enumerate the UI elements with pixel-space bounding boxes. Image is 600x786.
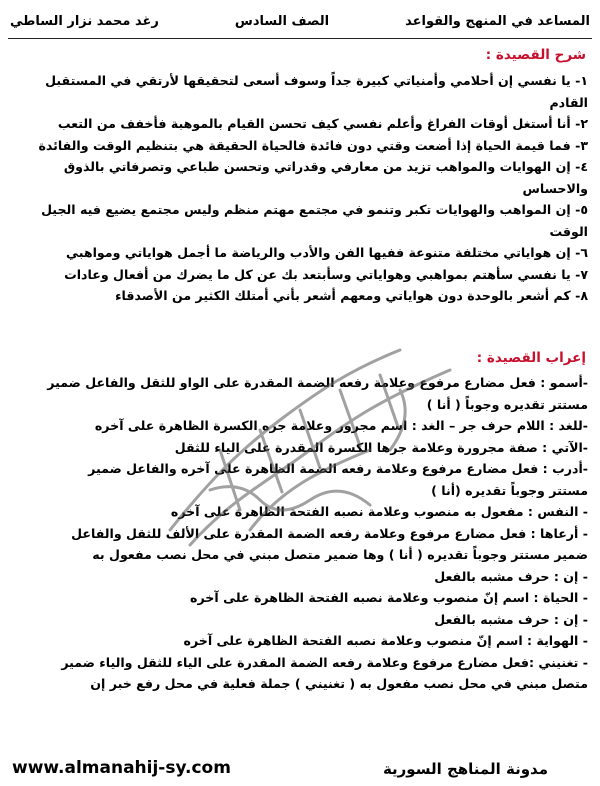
header-author: رغد محمد نزار الساطي <box>10 14 159 29</box>
signature-watermark-icon <box>150 330 470 570</box>
parsing-line: - تغنيني :فعل مضارع مرفوع وعلامة رفعه الضمة المقدرة على الياء للثقل والياء ضمير <box>61 654 588 670</box>
header-divider <box>8 38 592 39</box>
explanation-line: القادم <box>549 94 588 110</box>
parsing-line: -للغد : اللام حرف جر – الغد : اسم مجرور وعلامة جره الكسرة الظاهرة على آخره <box>94 418 588 433</box>
header-subject: المساعد في المنهج والقواعد <box>405 14 590 29</box>
parsing-line: مستتر تقديره وجوباً ( أنا ) <box>426 396 588 412</box>
page-footer <box>12 758 588 778</box>
blog-name: مدونة المناهج السورية <box>382 760 548 778</box>
explanation-line: الوقت <box>549 223 588 239</box>
page-header <box>10 14 590 29</box>
explanation-line: والاحساس <box>522 180 588 196</box>
explanation-line: ١- يا نفسي إن أحلامي وأمنياتي كبيرة جداً وسوف أسعى لتحقيقها لأرتقي في المستقبل <box>45 73 588 88</box>
parsing-line: متصل مبني في محل نصب مفعول به ( تغنيني ) جملة فعلية في محل رفع خبر إن <box>90 676 588 691</box>
explanation-title: شرح القصيدة : <box>485 47 586 63</box>
explanation-lines <box>10 70 588 307</box>
parsing-line: - الحياة : اسم إنّ منصوب وعلامة نصبه الفتحة الظاهرة على آخره <box>190 590 588 605</box>
parsing-line: -أدرب : فعل مضارع مرفوع وعلامة رفعه الضمة الظاهرة على آخره والفاعل ضمير <box>88 461 588 476</box>
website-link[interactable]: www.almanahij-sy.com <box>12 758 231 778</box>
explanation-line: ٨- كم أشعر بالوحدة دون هواياتي ومعهم أشعر بأني أمتلك الكثير من الأصدقاء <box>115 288 588 303</box>
explanation-line: ٥- إن المواهب والهوايات تكبر وتنمو في مجتمع مهتم منظم وليس مجتمع يضيع فيه الجيل <box>41 202 588 217</box>
parsing-line: - أرعاها : فعل مضارع مرفوع وعلامة رفعه الضمة المقدرة على الألف للثقل والفاعل <box>71 525 588 541</box>
parsing-line: مستتر وجوباً تقديره (أنا ) <box>431 482 588 498</box>
parsing-line: - إن : حرف مشبه بالفعل <box>434 611 588 627</box>
header-grade: الصف السادس <box>234 14 330 29</box>
parsing-line: - النفس : مفعول به منصوب وعلامة نصبه الفتحة الظاهرة على آخره <box>170 504 588 519</box>
explanation-line: ٣- فما قيمة الحياة إذا أضعت وقتي دون فائدة فالحياة الحقيقة هي بتنظيم الوقت والفائدة <box>38 137 588 153</box>
parsing-title: إعراب القصيدة : <box>476 350 586 366</box>
explanation-line: ٢- أنا أستغل أوقات الفراغ وأعلم نفسي كيف تحسن القيام بالموهبة فأخفف من التعب <box>57 116 588 131</box>
parsing-line: - الهواية : اسم إنّ منصوب وعلامة نصبه الفتحة الظاهرة على آخره <box>183 633 588 648</box>
explanation-line: ٤- إن الهوايات والمواهب تزيد من معارفي وقدراتي وتحسن طباعي وتصرفاتي بالذوق <box>63 159 588 174</box>
parsing-line: ضمير مستتر وجوباً تقديره ( أنا ) وها ضمير متصل مبني في محل نصب مفعول به <box>92 547 588 562</box>
parsing-line: -أسمو : فعل مضارع مرفوع وعلامة رفعه الضمة المقدرة على الواو للثقل والفاعل ضمير <box>47 375 588 390</box>
parsing-line: -الآتي : صفة مجرورة وعلامة جرها الكسرة المقدرة على الياء للثقل <box>174 439 588 455</box>
explanation-line: ٦- إن هواياتي مختلفة متنوعة ففيها الفن والأدب والرياضة ما أجمل هواياتي ومواهبي <box>65 245 588 260</box>
explanation-line: ٧- يا نفسي سأهتم بمواهبي وهواياتي وسأبتعد بك عن كل ما يضرك من أفعال وعادات <box>64 266 588 282</box>
parsing-line: - إن : حرف مشبه بالفعل <box>434 568 588 584</box>
